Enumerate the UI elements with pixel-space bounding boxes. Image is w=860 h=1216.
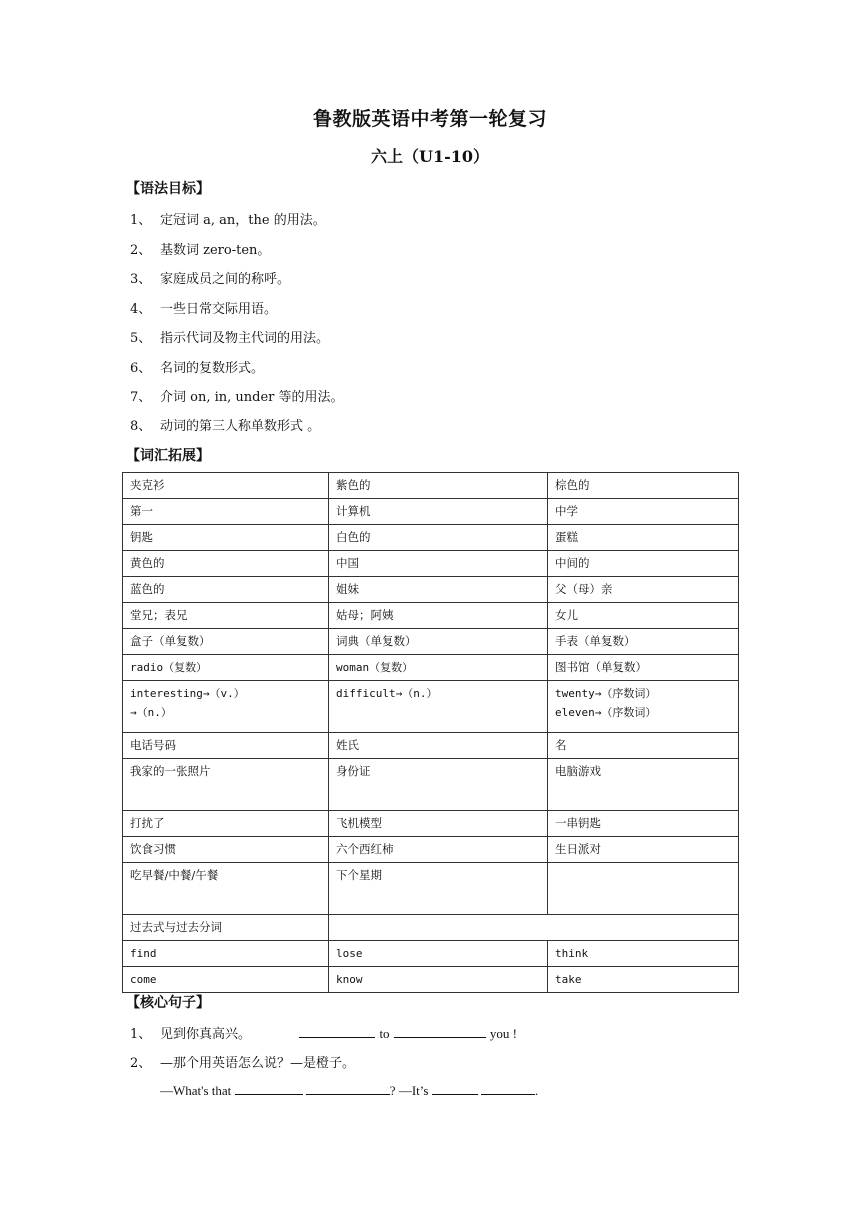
sentence-1 — [130, 1023, 517, 1042]
table-cell: 第一 — [123, 499, 329, 525]
table-cell — [548, 681, 739, 733]
table-row — [123, 629, 739, 655]
table-row — [123, 551, 739, 577]
table-cell: 词典（单复数） — [329, 629, 548, 655]
table-cell: 棕色的 — [548, 473, 739, 499]
table-cell: 姐妹 — [329, 577, 548, 603]
vocab-table — [122, 472, 739, 993]
item-text: 介词 on, in, under 等的用法。 — [160, 390, 344, 405]
table-row — [123, 967, 739, 993]
item-text: 名词的复数形式。 — [160, 361, 265, 376]
item-number: 4、 — [130, 302, 152, 317]
table-row — [123, 811, 739, 837]
table-cell: 生日派对 — [548, 837, 739, 863]
table-cell — [548, 863, 739, 915]
table-cell: think — [548, 941, 739, 967]
sentence-chinese: —那个用英语怎么说？—是橙子。 — [160, 1056, 356, 1071]
table-cell: take — [548, 967, 739, 993]
cell-line: twenty→（序数词） — [555, 687, 657, 700]
answer-blank[interactable] — [306, 1082, 390, 1095]
grammar-heading: 【语法目标】 — [126, 181, 210, 197]
item-text: 动词的第三人称单数形式 。 — [160, 419, 321, 434]
item-number: 1、 — [130, 213, 152, 228]
table-cell: 飞机模型 — [329, 811, 548, 837]
table-cell: know — [329, 967, 548, 993]
item-number: 6、 — [130, 361, 152, 376]
answer-blank[interactable] — [481, 1082, 535, 1095]
table-cell: 姓氏 — [329, 733, 548, 759]
cell-line: interesting→（v.） — [130, 687, 245, 700]
cell-line: eleven→（序数词） — [555, 706, 657, 719]
sentence-word: to — [379, 1026, 390, 1041]
table-cell: 手表（单复数） — [548, 629, 739, 655]
table-cell: 计算机 — [329, 499, 548, 525]
table-cell: 吃早餐/中餐/午餐 — [123, 863, 329, 915]
table-row — [123, 759, 739, 811]
item-number: 7、 — [130, 390, 152, 405]
table-row — [123, 655, 739, 681]
table-row — [123, 837, 739, 863]
grammar-item — [130, 239, 270, 258]
grammar-item — [130, 386, 344, 405]
vocab-heading: 【词汇拓展】 — [126, 448, 210, 464]
answer-blank[interactable] — [432, 1082, 478, 1095]
grammar-item — [130, 209, 326, 228]
page-title: 鲁教版英语中考第一轮复习 — [312, 108, 547, 130]
table-cell: 白色的 — [329, 525, 548, 551]
page-subtitle: 六上（U1-10） — [371, 147, 489, 166]
table-cell — [329, 915, 739, 941]
item-text: 指示代词及物主代词的用法。 — [160, 331, 330, 346]
sentences-heading: 【核心句子】 — [126, 995, 210, 1011]
table-cell: 电话号码 — [123, 733, 329, 759]
answer-blank[interactable] — [235, 1082, 303, 1095]
table-cell: 黄色的 — [123, 551, 329, 577]
table-cell: 电脑游戏 — [548, 759, 739, 811]
item-number: 5、 — [130, 331, 152, 346]
table-cell: 中间的 — [548, 551, 739, 577]
table-row — [123, 915, 739, 941]
sentence-word: —What's that — [160, 1083, 232, 1098]
item-number: 2、 — [130, 243, 152, 258]
table-cell: 一串钥匙 — [548, 811, 739, 837]
table-cell: 身份证 — [329, 759, 548, 811]
table-cell: 钥匙 — [123, 525, 329, 551]
sentence-2-english — [160, 1082, 538, 1099]
table-cell — [329, 681, 548, 733]
table-cell: 堂兄；表兄 — [123, 603, 329, 629]
table-cell: 六个西红柿 — [329, 837, 548, 863]
table-cell: 蓝色的 — [123, 577, 329, 603]
table-cell: 饮食习惯 — [123, 837, 329, 863]
table-cell: 名 — [548, 733, 739, 759]
table-cell: woman（复数） — [329, 655, 548, 681]
table-cell: 盒子（单复数） — [123, 629, 329, 655]
sentence-word: you ! — [489, 1026, 517, 1041]
table-cell: come — [123, 967, 329, 993]
sentence-end: . — [534, 1083, 539, 1098]
item-text: 家庭成员之间的称呼。 — [160, 272, 291, 287]
item-text: 基数词 zero-ten。 — [160, 243, 271, 258]
grammar-item — [130, 357, 264, 376]
item-number: 8、 — [130, 419, 152, 434]
sentence-2 — [130, 1052, 355, 1071]
table-row — [123, 681, 739, 733]
table-cell: find — [123, 941, 329, 967]
table-cell: 蛋糕 — [548, 525, 739, 551]
table-cell: 我家的一张照片 — [123, 759, 329, 811]
table-cell: 中学 — [548, 499, 739, 525]
sentence-word: ? —It’s — [389, 1083, 429, 1098]
item-number: 2、 — [130, 1056, 152, 1071]
grammar-item — [130, 327, 329, 346]
table-row — [123, 525, 739, 551]
table-row — [123, 577, 739, 603]
table-cell: 父（母）亲 — [548, 577, 739, 603]
table-cell: 过去式与过去分词 — [123, 915, 329, 941]
table-cell: 打扰了 — [123, 811, 329, 837]
table-cell: radio（复数） — [123, 655, 329, 681]
table-cell: lose — [329, 941, 548, 967]
answer-blank[interactable] — [299, 1025, 375, 1038]
table-cell: 紫色的 — [329, 473, 548, 499]
item-text: 定冠词 a, an，the 的用法。 — [160, 213, 326, 228]
item-text: 一些日常交际用语。 — [160, 302, 278, 317]
table-cell: 姑母；阿姨 — [329, 603, 548, 629]
cell-line: difficult→（n.） — [336, 687, 438, 700]
table-row — [123, 499, 739, 525]
table-row — [123, 941, 739, 967]
table-cell: 夹克衫 — [123, 473, 329, 499]
table-row — [123, 733, 739, 759]
table-row — [123, 863, 739, 915]
table-row — [123, 473, 739, 499]
grammar-item — [130, 415, 320, 434]
item-number: 1、 — [130, 1027, 152, 1042]
table-cell: 下个星期 — [329, 863, 548, 915]
table-cell — [123, 681, 329, 733]
table-cell: 中国 — [329, 551, 548, 577]
answer-blank[interactable] — [394, 1025, 486, 1038]
grammar-item — [130, 268, 290, 287]
cell-line: →（n.） — [130, 706, 172, 719]
table-row — [123, 603, 739, 629]
table-cell: 图书馆（单复数） — [548, 655, 739, 681]
table-cell: 女儿 — [548, 603, 739, 629]
item-number: 3、 — [130, 272, 152, 287]
sentence-chinese: 见到你真高兴。 — [160, 1027, 252, 1042]
grammar-item — [130, 298, 277, 317]
